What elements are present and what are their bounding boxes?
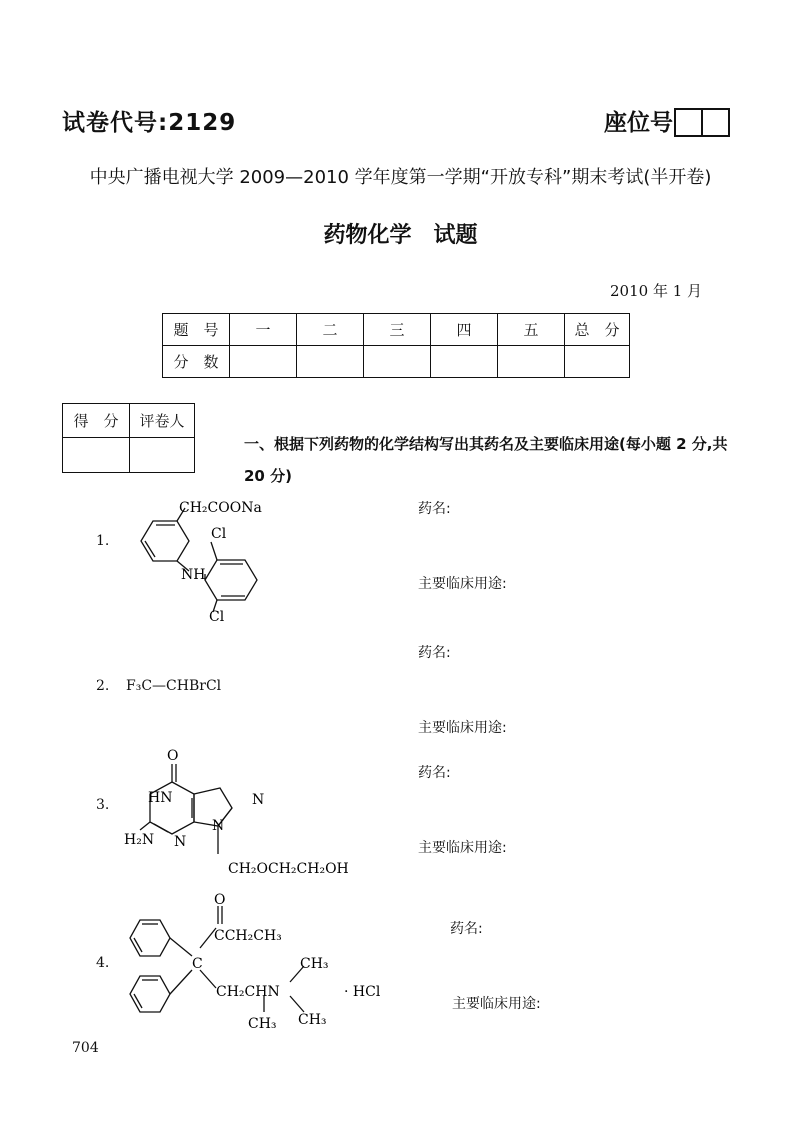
struct-label: CH₂OCH₂CH₂OH bbox=[228, 861, 349, 877]
item-2-number: 2. bbox=[96, 678, 110, 694]
score-cell: 题 号 bbox=[163, 314, 230, 346]
struct-label: N bbox=[212, 818, 225, 834]
exam-subject: 药物化学 试题 bbox=[323, 223, 478, 248]
score-table-score-row bbox=[163, 346, 630, 378]
score-cell: 总 分 bbox=[565, 314, 630, 346]
score-input-cell[interactable] bbox=[431, 346, 498, 378]
score-cell: 四 bbox=[431, 314, 498, 346]
struct-label: O bbox=[214, 892, 226, 908]
struct-label: C bbox=[192, 956, 203, 972]
score-cell: 三 bbox=[364, 314, 431, 346]
score-input-cell[interactable] bbox=[565, 346, 630, 378]
score-cell: 一 bbox=[230, 314, 297, 346]
struct-label: N bbox=[174, 834, 187, 850]
score-table-header-row bbox=[163, 314, 630, 346]
score-input-cell[interactable] bbox=[498, 346, 565, 378]
score-row-label: 分 数 bbox=[163, 346, 230, 378]
item-1-number: 1. bbox=[96, 533, 110, 549]
score-table bbox=[162, 313, 630, 378]
struct-label: CCH₂CH₃ bbox=[214, 928, 282, 944]
struct-label: CH₃ bbox=[298, 1012, 327, 1028]
score-cell: 五 bbox=[498, 314, 565, 346]
seat-box[interactable] bbox=[701, 108, 730, 137]
section-1-title: 一、根据下列药物的化学结构写出其药名及主要临床用途(每小题 2 分,共 20 分) bbox=[244, 435, 728, 485]
struct-label: O bbox=[167, 748, 179, 764]
item-3-structure bbox=[120, 742, 380, 882]
struct-label: CH₃ bbox=[300, 956, 329, 972]
struct-label: Cl bbox=[209, 609, 225, 625]
grader-score-label: 得 分 bbox=[63, 404, 130, 438]
exam-date: 2010 年 1 月 bbox=[610, 282, 703, 300]
seat-label: 座位号 bbox=[604, 110, 673, 136]
score-cell: 二 bbox=[297, 314, 364, 346]
score-input-cell[interactable] bbox=[297, 346, 364, 378]
item-1-drug-name-label: 药名: bbox=[418, 501, 451, 517]
score-input-cell[interactable] bbox=[364, 346, 431, 378]
item-1-usage-label: 主要临床用途: bbox=[418, 576, 507, 592]
item-2-formula: F₃C—CHBrCl bbox=[126, 678, 222, 694]
struct-label: CH₃ bbox=[248, 1016, 277, 1032]
struct-label: N bbox=[252, 792, 265, 808]
grader-score-cell[interactable] bbox=[63, 438, 130, 473]
item-3-usage-label: 主要临床用途: bbox=[418, 840, 507, 856]
item-4-usage-label: 主要临床用途: bbox=[452, 996, 541, 1012]
item-3-drug-name-label: 药名: bbox=[418, 765, 451, 781]
struct-label: CH₂CHN bbox=[216, 984, 280, 1000]
score-input-cell[interactable] bbox=[230, 346, 297, 378]
struct-label: H₂N bbox=[124, 832, 155, 848]
struct-label: Cl bbox=[211, 526, 227, 542]
grader-name-cell[interactable] bbox=[130, 438, 195, 473]
item-2-drug-name-label: 药名: bbox=[418, 645, 451, 661]
item-2-usage-label: 主要临床用途: bbox=[418, 720, 507, 736]
grader-table bbox=[62, 403, 195, 473]
struct-label: HN bbox=[148, 790, 173, 806]
struct-label: NH bbox=[181, 567, 206, 583]
item-3-number: 3. bbox=[96, 797, 110, 813]
item-1-structure bbox=[115, 496, 295, 628]
exam-header: 中央广播电视大学 2009—2010 学年度第一学期“开放专科”期末考试(半开卷) bbox=[89, 167, 712, 188]
struct-label: CH₂COONa bbox=[179, 500, 262, 516]
page-number: 704 bbox=[72, 1040, 99, 1056]
item-4-drug-name-label: 药名: bbox=[450, 921, 483, 937]
paper-code: 试卷代号:2129 bbox=[62, 110, 237, 136]
struct-label: · HCl bbox=[344, 984, 381, 1000]
grader-label: 评卷人 bbox=[130, 404, 195, 438]
seat-box[interactable] bbox=[674, 108, 703, 137]
item-4-structure bbox=[118, 888, 398, 1038]
seat-number bbox=[604, 104, 730, 137]
item-4-number: 4. bbox=[96, 955, 110, 971]
seat-boxes[interactable] bbox=[676, 108, 730, 137]
